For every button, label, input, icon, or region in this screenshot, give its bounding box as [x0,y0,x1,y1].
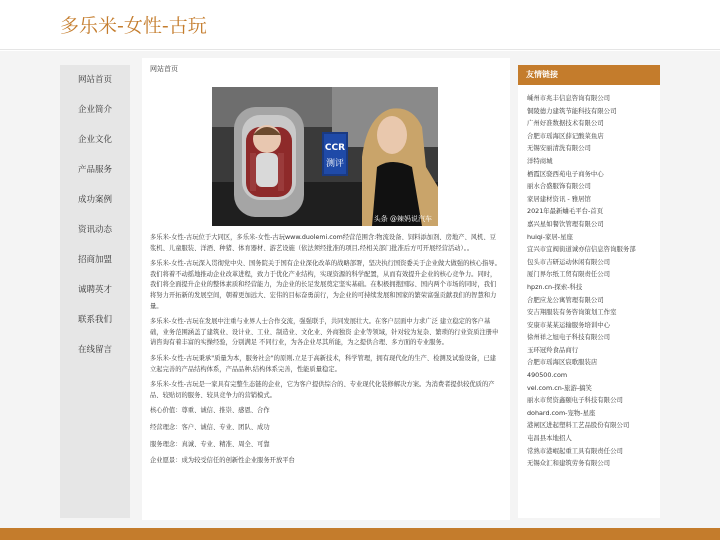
friend-link[interactable]: 宜兴市宜阀街道诚亦信信息咨询服务部 [527,245,636,254]
friend-links-list [527,92,659,470]
sidebar-nav [60,65,130,518]
friend-link[interactable]: 栖霞区骁西苑电子商务中心 [527,169,604,178]
cooperation-paragraph: 多乐米-女性-古玩在发展中注重与业界人士合作交流，强强联手，共同发展壮大。在客户层面中力求广泛 建立稳定的客户基础，业务范围涵盖了建筑业、设计业、工业、制造业、文化业、外商独资 企业等领域，针对较为复杂、繁琐的行业资质注册申请咨询有着丰富的实操经验，分别满足 不同行业，为各企业尽其所能，为之提供合理、多方面的专业服务。 [150,318,499,347]
reform-paragraph: 多乐米-女性-古玩深入贯彻党中央、国务院关于国有企业深化改革的战略部署，坚决执行国资委关于企业做大做强的核心指导。我们将着不动摇地推动企业改革进程，致力于优化产业结构，实现资源的科学配置，从而有效提升企业的核心竞争力。同时，我们将全面提升企业的整体素质和经营能力，为企业的长足发展奠定坚实基础。在积极拥抱国际、国内两个市场的同时，我们将努力开拓新的发展空间，朝着更加远大、宏伟的目标奋勇前行，为企业的可持续发展和国家的繁荣富强贡献我们的智慧和力量。 [150,260,501,310]
nav-item-message[interactable]: 在线留言 [77,345,112,355]
friend-links-header [518,65,660,85]
friend-link[interactable]: dohard.com-宠物-星座 [527,408,596,417]
nav-item-about[interactable]: 企业简介 [77,105,112,115]
breadcrumb[interactable]: 网站首页 [150,65,178,73]
friend-link[interactable]: 嘉兴星如餐饮管理有限公司 [527,219,604,228]
nav-item-franchise[interactable]: 招商加盟 [77,255,112,265]
friend-link[interactable]: 2021年最新蛐毛平台-首页 [527,207,604,216]
friend-link[interactable]: 合肥市瑶海区宸歌服装店 [527,358,598,367]
friend-link[interactable]: 嵊州市兆丰信息咨询有限公司 [527,94,611,102]
photo-badge-line2: 测评 [325,159,345,169]
friend-links-panel [518,65,660,518]
photo-watermark: 头条 @辣妈说汽车 [373,215,432,223]
friend-link[interactable]: 广州好准数据技术有限公司 [527,119,604,128]
friend-link[interactable]: 铜陵德力建筑节能科技有限公司 [527,106,617,115]
friend-link[interactable]: 玉环冠羚食品商行 [527,345,579,354]
friend-link[interactable]: 港闸区进起塑料工艺品股份有限公司 [527,421,630,430]
business-philosophy-line: 经营理念：客户、诚信、专业、团队、成功 [150,423,270,431]
friend-link[interactable]: hpzn.cn-探索-科技 [527,282,583,291]
nav-item-news[interactable]: 资讯动态 [77,225,112,235]
friend-link[interactable]: vel.com.cn-旅游-搞笑 [527,383,592,392]
site-title[interactable]: 多乐米-女性-古玩 [60,15,207,37]
friend-link[interactable]: 合肥应龙公寓管理有限公司 [527,295,604,304]
friend-link[interactable]: 徐州祥之旭电子科技有限公司 [527,333,611,342]
nav-item-home[interactable]: 网站首页 [77,75,112,85]
service-philosophy-line: 服务理念：真诚、专业、精准、周全、可靠 [150,440,270,448]
friend-link[interactable]: 安吉翔服装有务咨询策划工作室 [527,308,617,317]
friend-link[interactable]: 无锡众汇和建筑劳务有限公司 [527,459,611,468]
friend-link[interactable]: 厦门界尔纸工贸有限责任公司 [527,270,611,279]
friend-link[interactable]: 丽水市贸资鑫颐电子科技有限公司 [527,396,623,405]
ecosystem-paragraph: 多乐米-女性-古玩是一家具有完整生态链的企业，它为客户提供综合的、专业现代化装修解决方案。为消费者提供较优质的产品、较贴切的服务、较具竞争力的营销模式。 [150,381,495,399]
quality-paragraph: 多乐米-女性-古玩秉承"质量为本，服务社会"的原则,立足于高新技术，科学管理，拥有现代化的生产、检测及试验设备，已建立起完善的产品结构体系，产品品种,结构体系完善，性能质量稳定。 [150,354,497,373]
intro-paragraph: 多乐米-女性-古玩位于大同区，多乐米-女性-古玩www.duolemi.com经营范围含:物流设备、饲料添加剂、房地产、风机、豆浆机、儿童服装、洋酒、种猪、体育器材、游艺设施（依法须经批准的项目,经相关部门批准后方可开展经营活动）。。 [150,234,496,252]
friend-link[interactable]: 丽水合盛服饰有限公司 [527,182,591,191]
nav-item-contact[interactable]: 联系我们 [77,315,112,325]
nav-item-culture[interactable]: 企业文化 [77,135,112,145]
site-footer-bar [0,528,720,540]
nav-item-products[interactable]: 产品服务 [77,165,112,175]
friend-link[interactable]: 家居建材资讯 - 雅居馆 [527,194,591,203]
car-seat-photo-illustration [212,87,438,226]
friend-links-title: 友情链接 [526,70,558,79]
nav-item-jobs[interactable]: 诚聘英才 [77,285,112,295]
friend-link[interactable]: 安康市某某运输服务培训中心 [527,320,611,329]
friend-link[interactable]: 包头市吉研运动休闲有限公司 [527,257,611,266]
main-content [142,58,510,520]
friend-link[interactable]: 常熟市港岷起重工具有限责任公司 [527,446,623,455]
friend-link[interactable]: 屯昌县本地招人 [527,434,572,443]
article-photo [212,87,438,226]
core-values-line: 核心价值：尊重、诚信、推崇、感恩、合作 [150,407,270,415]
photo-badge-line1: CCR [324,143,346,153]
site-header [0,0,720,50]
friend-link[interactable]: 合肥市瑶海区薛记酸菜鱼店 [527,131,604,140]
friend-link[interactable]: huiqi-家居-星座 [527,232,573,241]
vision-line: 企业愿景：成为较受信任的创新性企业服务开放平台 [150,457,295,465]
friend-link[interactable]: 无锡安丽清洗有限公司 [527,144,591,153]
nav-item-cases[interactable]: 成功案例 [77,195,112,205]
article-text [150,233,502,473]
friend-link[interactable]: 490500.com [527,371,568,380]
friend-link[interactable]: 洋特商城 [527,156,553,165]
